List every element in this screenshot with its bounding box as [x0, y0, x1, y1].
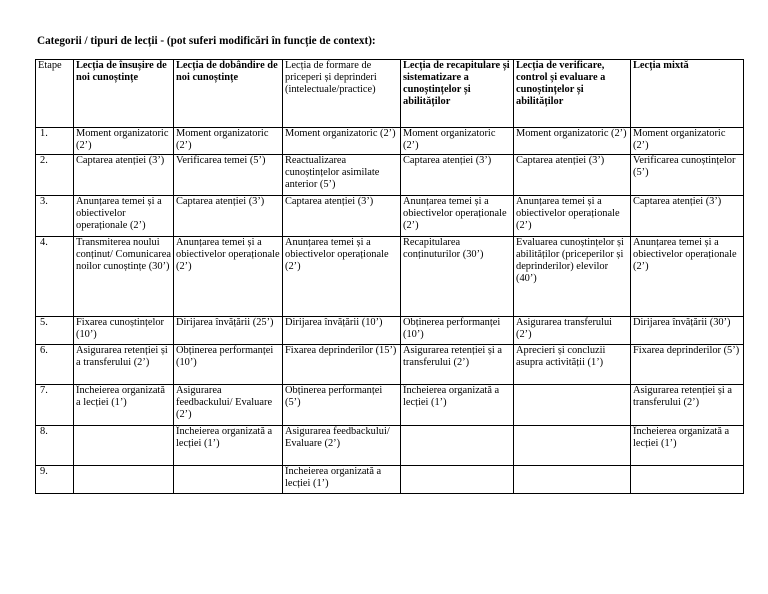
header-cell-mixed: Lecția mixtă: [631, 60, 744, 128]
table-cell: Dirijarea învățării (30’): [631, 317, 744, 345]
document-title: Categorii / tipuri de lecții - (pot suferi modificări în funcție de context):: [37, 35, 376, 47]
table-cell: Transmiterea noului conținut/ Comunicarea noilor cunoștințe (30’): [74, 237, 174, 317]
table-row: [36, 385, 744, 426]
stage-number: 5.: [36, 317, 74, 345]
table-cell: Evaluarea cunoștințelor și abilităților (priceperilor și deprinderilor) elevilor (40’): [514, 237, 631, 317]
table-cell: Fixarea deprinderilor (15’): [283, 345, 401, 385]
table-cell: [514, 466, 631, 494]
table-cell: Captarea atenției (3’): [283, 196, 401, 237]
table-row: [36, 317, 744, 345]
table-cell: Captarea atenției (3’): [514, 155, 631, 196]
stage-number: 2.: [36, 155, 74, 196]
table-row: [36, 345, 744, 385]
table-cell: [401, 466, 514, 494]
table-row: [36, 466, 744, 494]
table-cell: Anunțarea temei și a obiectivelor operaționale (2’): [174, 237, 283, 317]
header-cell-skills-formation: Lecția de formare de priceperi și deprinderi (intelectuale/practice): [283, 60, 401, 128]
table-row: [36, 237, 744, 317]
lesson-types-table: [35, 59, 744, 494]
header-cell-acquiring-knowledge: Lecția de dobândire de noi cunoștințe: [174, 60, 283, 128]
header-cell-stages: Etape: [36, 60, 74, 128]
table-cell: Captarea atenției (3’): [74, 155, 174, 196]
table-cell: Obținerea performanței (10’): [174, 345, 283, 385]
table-cell: [514, 385, 631, 426]
table-cell: Asigurarea retenției și a transferului (2’): [74, 345, 174, 385]
table-cell: Obținerea performanței (5’): [283, 385, 401, 426]
table-cell: Fixarea cunoștințelor (10’): [74, 317, 174, 345]
table-row: [36, 196, 744, 237]
table-cell: Fixarea deprinderilor (5’): [631, 345, 744, 385]
table-cell: [74, 466, 174, 494]
table-cell: Asigurarea retenției și a transferului (2’): [631, 385, 744, 426]
table-cell: Recapitularea conținuturilor (30’): [401, 237, 514, 317]
header-cell-recap: Lecția de recapitulare și sistematizare a cunoștințelor și abilităților: [401, 60, 514, 128]
table-cell: [514, 426, 631, 466]
table-cell: Anunțarea temei și a obiectivelor operaționale (2’): [283, 237, 401, 317]
table-cell: Anunțarea temei și a obiectivelor operaționale (2’): [631, 237, 744, 317]
table-cell: Verificarea temei (5’): [174, 155, 283, 196]
table-cell: Moment organizatoric (2’): [401, 128, 514, 155]
header-cell-new-knowledge: Lecția de însușire de noi cunoștințe: [74, 60, 174, 128]
table-cell: Verificarea cunoștințelor (5’): [631, 155, 744, 196]
table-cell: [74, 426, 174, 466]
table-cell: Încheierea organizată a lecției (1’): [631, 426, 744, 466]
table-cell: Încheierea organizată a lecției (1’): [283, 466, 401, 494]
table-cell: Anunțarea temei și a obiectivelor operaționale (2’): [74, 196, 174, 237]
stage-number: 3.: [36, 196, 74, 237]
table-cell: Asigurarea feedbackului/ Evaluare (2’): [174, 385, 283, 426]
table-cell: Moment organizatoric (2’): [74, 128, 174, 155]
header-row: [36, 60, 744, 128]
table-row: [36, 155, 744, 196]
table-cell: Aprecieri și concluzii asupra activității (1’): [514, 345, 631, 385]
table-cell: Moment organizatoric (2’): [514, 128, 631, 155]
table-cell: Anunțarea temei și a obiectivelor operaționale (2’): [401, 196, 514, 237]
table-cell: Asigurarea feedbackului/ Evaluare (2’): [283, 426, 401, 466]
table-cell: Reactualizarea cunoștințelor asimilate anterior (5’): [283, 155, 401, 196]
table-cell: Obținerea performanței (10’): [401, 317, 514, 345]
table-cell: Moment organizatoric (2’): [174, 128, 283, 155]
table-cell: Asigurarea retenției și a transferului (2’): [401, 345, 514, 385]
table-cell: Captarea atenției (3’): [631, 196, 744, 237]
table-cell: [401, 426, 514, 466]
table-row: [36, 426, 744, 466]
table-cell: Moment organizatoric (2’): [283, 128, 401, 155]
table-cell: Anunțarea temei și a obiectivelor operaționale (2’): [514, 196, 631, 237]
table-cell: Dirijarea învățării (25’): [174, 317, 283, 345]
table-cell: Captarea atenției (3’): [174, 196, 283, 237]
header-cell-evaluation: Lecția de verificare, control și evaluare a cunoștințelor și abilităților: [514, 60, 631, 128]
table-cell: [174, 466, 283, 494]
table-cell: Dirijarea învățării (10’): [283, 317, 401, 345]
stage-number: 9.: [36, 466, 74, 494]
table-cell: Încheierea organizată a lecției (1’): [174, 426, 283, 466]
stage-number: 8.: [36, 426, 74, 466]
stage-number: 6.: [36, 345, 74, 385]
table-cell: Moment organizatoric (2’): [631, 128, 744, 155]
stage-number: 7.: [36, 385, 74, 426]
table-cell: [631, 466, 744, 494]
table-cell: Captarea atenției (3’): [401, 155, 514, 196]
table-cell: Asigurarea transferului (2’): [514, 317, 631, 345]
table-cell: Încheierea organizată a lecției (1’): [74, 385, 174, 426]
table-row: [36, 128, 744, 155]
stage-number: 4.: [36, 237, 74, 317]
table-cell: Încheierea organizată a lecției (1’): [401, 385, 514, 426]
stage-number: 1.: [36, 128, 74, 155]
